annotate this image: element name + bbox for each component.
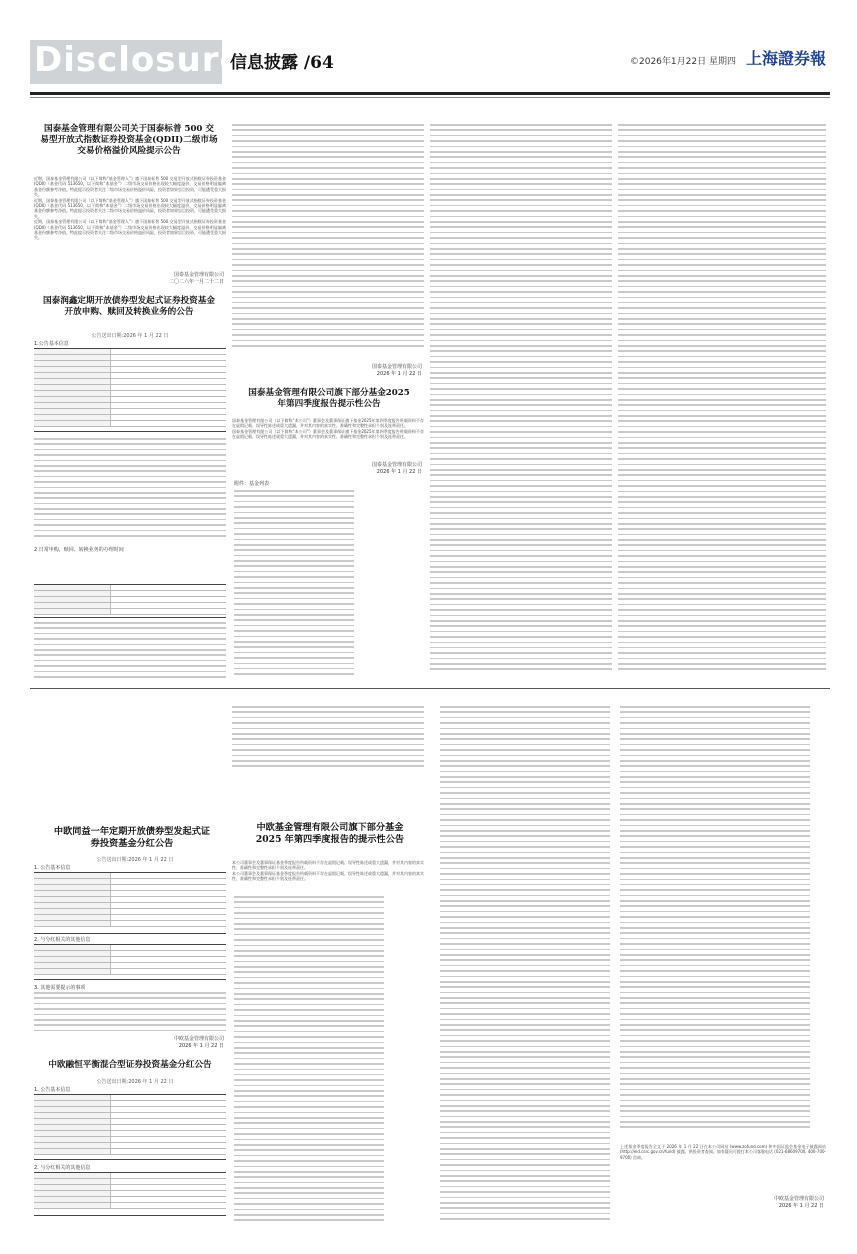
zhongou-fund-list-col3 <box>440 706 610 1238</box>
notice-signature-guotai-q4: 国泰基金管理有限公司 2026 年 1 月 22 日 <box>371 462 422 475</box>
notice-body-guotai-sp500: 近期，国泰基金管理有限公司（以下简称“基金管理人”）旗下国泰标普 500 交易型开放式指数证券投资基金(QDII)（基金代码 513650，以下简称“本基金”）二级市场交易价格出现较大幅度溢价，交易价格明显偏离基金份额参考净值。特此提示投资者关注二级市场交易价格溢价风险，投资者如果盲目投资，可能遭受重大损失。 近期，国泰基金管理有限公司（以下简称“基金管理人”）旗下国泰标普 500 交易型开放式指数证券投资基金(QDII)（基金代码 513650，以下简称“本基金”）二级市场交易价格出现较大幅度溢价，交易价格明显偏离基金份额参考净值。特此提示投资者关注二级市场交易价格溢价风险，投资者如果盲目投资，可能遭受重大损失。 近期，国泰基金管理有限公司（以下简称“基金管理人”）旗下国泰标普 500 交易型开放式指数证券投资基金(QDII)（基金代码 513650，以下简称“本基金”）二级市场交易价格出现较大幅度溢价，交易价格明显偏离基金份额参考净值。特此提示投资者关注二级市场交易价格溢价风险，投资者如果盲目投资，可能遭受重大损失。 <box>34 176 226 241</box>
zhongou-fund-list-col2 <box>234 896 384 1236</box>
basic-info-table <box>34 348 226 432</box>
masthead <box>30 36 830 90</box>
basic-info-table-tongyi <box>34 872 226 934</box>
notice-date-guotai-runxin: 公告送出日期:2026 年 1 月 22 日 <box>91 333 169 339</box>
notice-title-zhongou-rongheng: 中欧融恒平衡混合型证券投资基金分红公告 <box>48 1060 212 1070</box>
notice-body-zhongou-q4: 本公司董事会及董事保证基金季度报告所载资料不存在虚假记载、误导性陈述或重大遗漏，并对其内容的真实性、准确性和完整性承担个别及连带责任。 本公司董事会及董事保证基金季度报告所载资料不存在虚假记载、误导性陈述或重大遗漏，并对其内容的真实性、准确性和完整性承担个别及连带责任。 <box>232 860 424 882</box>
newspaper-logo: 上海證券報 <box>746 49 827 68</box>
notice-body-tongyi <box>34 992 226 1032</box>
section-divider <box>30 688 830 689</box>
notice-signature-tongyi: 中欧基金管理有限公司 2026 年 1 月 22 日 <box>173 1036 224 1049</box>
guotai-fund-list-col4 <box>618 124 826 684</box>
notice-body-guotai-q4: 国泰基金管理有限公司（以下简称“本公司”）董事会及董事保证旗下基金2025年第四季度报告所载资料不存在虚假记载、误导性陈述或重大遗漏，并对其内容的真实性、准确性和完整性承担个别及连带责任。 国泰基金管理有限公司（以下简称“本公司”）董事会及董事保证旗下基金2025年第四季度报告所载资料不存在虚假记载、误导性陈述或重大遗漏，并对其内容的真实性、准确性和完整性承担个别及连带责任。 <box>232 418 424 440</box>
notice-title-guotai-q4: 国泰基金管理有限公司旗下部分基金2025 年第四季度报告提示性公告 <box>248 388 410 410</box>
notice-tail-zhongou-q4: 上述基金季度报告全文于 2026 年 1 月 22 日在本公司网站 (www.zofund.com) 和中国证监会基金电子披露网站 (http://eid.csrc.gov.cn/fund) 披露，供投资者查阅。如有疑问可拨打本公司客服电话 (021-68609700, 400-700-9700) 咨询。 <box>620 1144 826 1160</box>
dividend-table-tongyi <box>34 944 226 980</box>
section-dividend-info-tongyi: 2. 与分红相关的其他信息 <box>34 937 91 943</box>
section-basic-info-tongyi: 1. 公告基本信息 <box>34 865 71 871</box>
zhongou-fund-list-col4 <box>620 706 810 1142</box>
notice-signature-zhongou-q4: 中欧基金管理有限公司 2026 年 1 月 22 日 <box>773 1196 824 1209</box>
notice-title-guotai-runxin: 国泰润鑫定期开放债券型发起式证券投资基金开放申购、赎回及转换业务的公告 <box>43 296 215 318</box>
notice-title-guotai-sp500: 国泰基金管理有限公司关于国泰标普 500 交易型开放式指数证券投资基金(QDII)二级市场交易价格溢价风险提示公告 <box>40 124 218 157</box>
section-trading-hours: 2 日常申购、赎回、转换业务的办理时间 <box>34 547 124 553</box>
appendix-label: 附件：基金列表 <box>234 481 270 487</box>
section-other-tongyi: 3. 其他需要提示的事项 <box>34 985 86 991</box>
notice-body-guotai-runxin-3 <box>232 124 424 360</box>
masthead-rule <box>30 92 830 95</box>
guotai-fund-list-col3 <box>430 124 612 684</box>
basic-info-table-rongheng <box>34 1094 226 1160</box>
notice-body-guotai-runxin-2 <box>34 622 226 682</box>
notice-signature-guotai-runxin: 国泰基金管理有限公司 2026 年 1 月 22 日 <box>371 364 422 377</box>
notice-body-guotai-runxin <box>34 438 226 544</box>
brand-title: Disclosure <box>34 40 244 80</box>
brand-block <box>30 40 244 84</box>
notice-title-zhongou-tongyi: 中欧同益一年定期开放债券型发起式证券投资基金分红公告 <box>53 826 211 849</box>
guotai-fund-list-col2 <box>234 490 354 684</box>
dividend-table-rongheng <box>34 1172 226 1216</box>
notice-signature-guotai-sp500: 国泰基金管理有限公司 二〇二六年一月二十二日 <box>168 272 224 285</box>
notice-date-zhongou-tongyi: 公告送出日期:2026 年 1 月 22 日 <box>96 857 174 863</box>
section-title: 信息披露 /64 <box>230 53 334 73</box>
issue-date: ©2026年1月22日 星期四 <box>630 57 736 67</box>
masthead-rule-thin <box>30 97 830 98</box>
section-dividend-info-rongheng: 2. 与分红相关的其他信息 <box>34 1165 91 1171</box>
section-basic-info: 1.公告基本信息 <box>34 341 69 347</box>
notice-body-tongyi-cont <box>232 706 424 772</box>
section-basic-info-rongheng: 1. 公告基本信息 <box>34 1087 71 1093</box>
fee-table <box>34 584 226 618</box>
notice-date-zhongou-rongheng: 公告送出日期:2026 年 1 月 22 日 <box>96 1079 174 1085</box>
notice-title-zhongou-q4: 中欧基金管理有限公司旗下部分基金 2025 年第四季度报告的提示性公告 <box>255 822 405 845</box>
